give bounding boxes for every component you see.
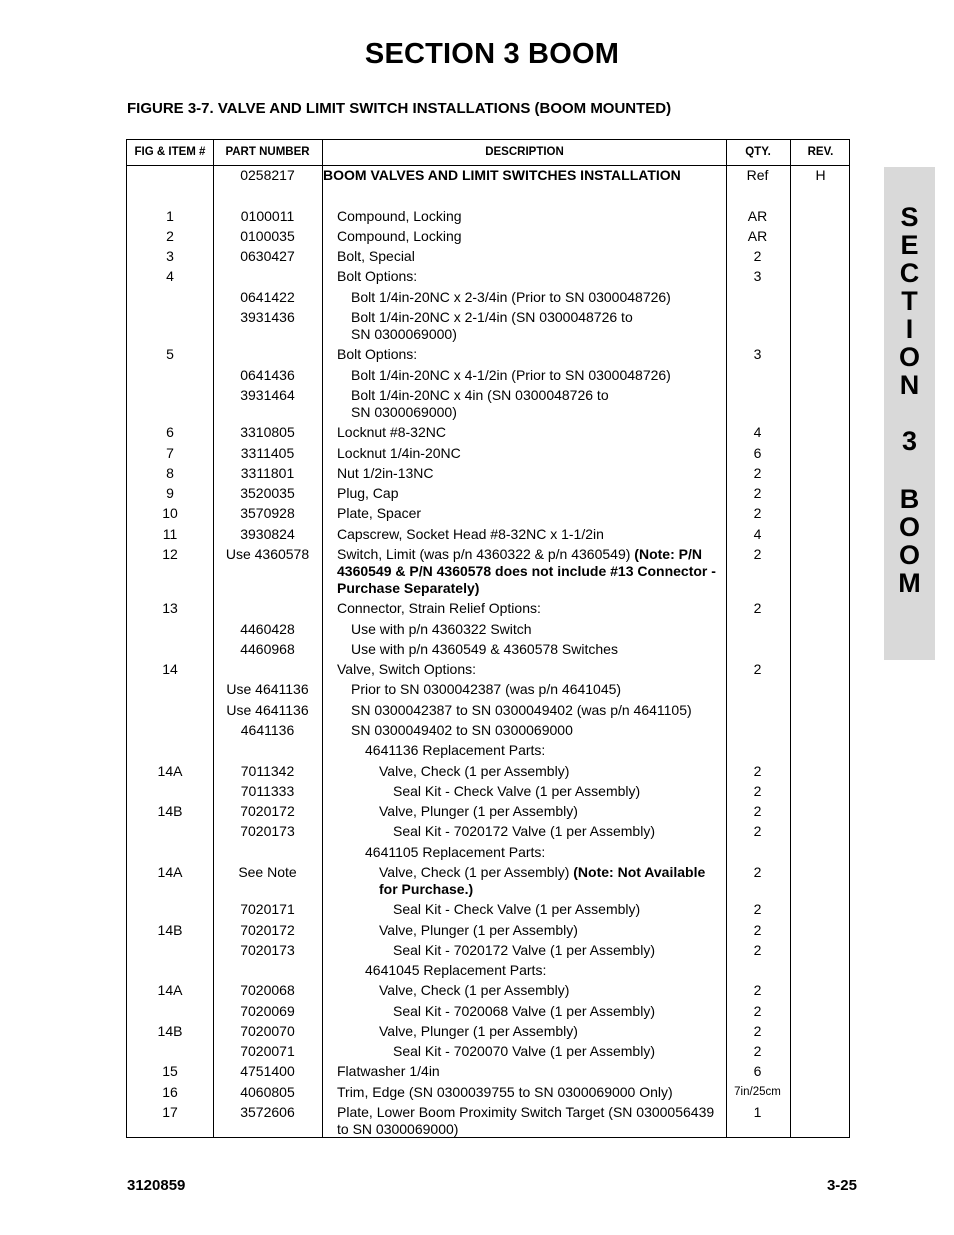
note-text: (Note: P/N — [634, 546, 702, 562]
doc-number: 3120859 — [127, 1177, 186, 1194]
part-number-cell: Use 4360578 — [225, 546, 310, 562]
fig-item-cell: 4 — [166, 268, 174, 284]
part-number-cell: 7020070 — [240, 1023, 295, 1039]
part-number-cell: See Note — [238, 864, 297, 880]
part-number-cell: Use 4641136 — [226, 681, 309, 697]
description-cell — [323, 208, 723, 225]
part-number-cell: 3311405 — [240, 445, 295, 461]
description-line: Use with p/n 4360549 & 4360578 Switches — [351, 641, 618, 657]
description-cell — [323, 465, 723, 482]
description-cell — [323, 901, 723, 918]
column-divider — [790, 140, 791, 1137]
part-number-cell: 0258217 — [240, 167, 295, 183]
fig-item-cell: 6 — [166, 424, 174, 440]
qty-cell: 2 — [753, 864, 762, 880]
description-cell — [323, 1104, 723, 1138]
part-number-cell: 7020069 — [240, 1003, 295, 1019]
description-line: Seal Kit - 7020172 Valve (1 per Assembly) — [393, 823, 655, 839]
description-cell — [323, 621, 723, 638]
fig-item-cell: 8 — [166, 465, 174, 481]
header-divider — [127, 165, 849, 166]
qty-cell: 2 — [753, 763, 762, 779]
qty-cell: AR — [747, 208, 768, 224]
fig-item-cell: 1 — [166, 208, 174, 224]
qty-cell: 2 — [753, 783, 762, 799]
fig-item-cell: 15 — [162, 1063, 178, 1079]
qty-cell: 3 — [753, 346, 762, 362]
page-number: 3-25 — [826, 1177, 857, 1194]
description-line: Bolt, Special — [337, 248, 415, 264]
part-number-cell: 7020171 — [240, 901, 295, 917]
fig-item-cell: 9 — [166, 485, 174, 501]
description-cell — [323, 1043, 723, 1060]
side-tab-letter: M — [898, 568, 921, 598]
description-cell — [323, 289, 723, 306]
description-cell — [323, 742, 723, 759]
qty-cell: 2 — [753, 901, 762, 917]
fig-item-cell: 14 — [162, 661, 178, 677]
description-line: Prior to SN 0300042387 (was p/n 4641045) — [351, 681, 622, 697]
qty-cell: 2 — [753, 661, 762, 677]
description-cell — [323, 268, 723, 285]
description-cell — [323, 387, 723, 421]
qty-cell: 2 — [753, 1023, 762, 1039]
description-line: Purchase Separately) — [337, 580, 480, 596]
description-cell — [323, 546, 723, 597]
description-line: Plug, Cap — [337, 485, 399, 501]
rev-cell: H — [815, 167, 826, 183]
qty-cell: 2 — [753, 823, 762, 839]
description-line: Connector, Strain Relief Options: — [337, 600, 541, 616]
qty-cell: 2 — [753, 546, 762, 562]
part-number-cell: 4060805 — [240, 1084, 295, 1100]
description-cell — [323, 248, 723, 265]
description-line: 4641105 Replacement Parts: — [365, 844, 546, 860]
description-line: Flatwasher 1/4in — [337, 1063, 440, 1079]
part-number-cell: Use 4641136 — [226, 702, 309, 718]
description-line: Compound, Locking — [337, 228, 462, 244]
col-header-rev: REV. — [807, 146, 834, 158]
description-cell — [323, 445, 723, 462]
description-line: Seal Kit - Check Valve (1 per Assembly) — [393, 783, 641, 799]
part-number-cell: 0100035 — [240, 228, 295, 244]
side-tab-letter: 3 — [901, 426, 918, 456]
part-number-cell: 7020173 — [240, 823, 295, 839]
part-number-cell: 4460428 — [240, 621, 295, 637]
description-cell — [323, 505, 723, 522]
description-cell — [323, 228, 723, 245]
part-number-cell: 3931436 — [240, 309, 295, 325]
qty-cell: 2 — [753, 248, 762, 264]
part-number-cell: 0630427 — [240, 248, 295, 264]
description-line: Nut 1/2in-13NC — [337, 465, 434, 481]
description-line: Seal Kit - 7020172 Valve (1 per Assembly) — [393, 942, 655, 958]
qty-cell: AR — [747, 228, 768, 244]
qty-cell: 2 — [753, 600, 762, 616]
fig-item-cell: 7 — [166, 445, 174, 461]
col-header-description: DESCRIPTION — [485, 146, 564, 158]
description-line: Valve, Plunger (1 per Assembly) — [379, 1023, 578, 1039]
description-line: Plate, Lower Boom Proximity Switch Target (SN 0300056439 — [337, 1104, 715, 1120]
qty-cell: 2 — [753, 803, 762, 819]
fig-item-cell: 14B — [157, 922, 183, 938]
description-line: SN 0300069000) — [351, 404, 457, 420]
qty-cell: 2 — [753, 1043, 762, 1059]
description-cell — [323, 722, 723, 739]
description-line: Capscrew, Socket Head #8-32NC x 1-1/2in — [337, 526, 604, 542]
description-cell — [323, 803, 723, 820]
description-cell — [323, 982, 723, 999]
col-header-part-number: PART NUMBER — [225, 146, 310, 158]
qty-cell: 2 — [753, 505, 762, 521]
part-number-cell: 3570928 — [240, 505, 295, 521]
figure-title: FIGURE 3-7. VALVE AND LIMIT SWITCH INSTALLATIONS (BOOM MOUNTED) — [127, 100, 672, 117]
description-cell — [323, 962, 723, 979]
qty-cell: Ref — [746, 167, 769, 183]
part-number-cell: 4460968 — [240, 641, 295, 657]
fig-item-cell: 11 — [162, 526, 178, 542]
section-title: SECTION 3 BOOM — [364, 38, 620, 70]
part-number-cell: 3931464 — [240, 387, 295, 403]
side-tab-letter: O — [898, 342, 920, 372]
description-line: SN 0300069000) — [351, 326, 457, 342]
description-cell — [323, 367, 723, 384]
fig-item-cell: 14B — [157, 1023, 183, 1039]
fig-item-cell: 14A — [157, 982, 183, 998]
qty-cell: 2 — [753, 465, 762, 481]
qty-cell: 4 — [753, 424, 762, 440]
side-tab-letter: I — [905, 314, 914, 344]
part-number-cell: 7020172 — [240, 803, 295, 819]
description-cell — [323, 1063, 723, 1080]
qty-cell: 2 — [753, 942, 762, 958]
description-cell — [323, 1023, 723, 1040]
description-cell — [323, 526, 723, 543]
part-number-cell: 7020172 — [240, 922, 295, 938]
col-header-fig: FIG & ITEM # — [134, 146, 206, 158]
side-tab-letter: E — [900, 230, 919, 260]
fig-item-cell: 3 — [166, 248, 174, 264]
qty-cell: 3 — [753, 268, 762, 284]
part-number-cell: 3572606 — [240, 1104, 295, 1120]
side-tab-letter: N — [899, 370, 920, 400]
part-number-cell: 7011333 — [240, 783, 295, 799]
part-number-cell: 3520035 — [240, 485, 295, 501]
description-line: Valve, Check (1 per Assembly) (Note: Not Available — [379, 864, 706, 880]
description-line: Trim, Edge (SN 0300039755 to SN 0300069000 Only) — [337, 1084, 673, 1100]
description-line: Seal Kit - Check Valve (1 per Assembly) — [393, 901, 641, 917]
note-text: (Note: Not Available — [573, 864, 706, 880]
description-line: Valve, Plunger (1 per Assembly) — [379, 803, 578, 819]
description-line: Locknut 1/4in-20NC — [337, 445, 461, 461]
side-tab-letter: C — [899, 258, 920, 288]
description-cell — [323, 844, 723, 861]
description-line: Bolt 1/4in-20NC x 2-3/4in (Prior to SN 0300048726) — [351, 289, 671, 305]
side-tab-letter: O — [898, 540, 920, 570]
description-line: 4360549 & P/N 4360578 does not include #13 Connector - — [337, 563, 716, 579]
description-line: for Purchase.) — [379, 881, 474, 897]
part-number-cell: 7011342 — [240, 763, 295, 779]
part-number-cell: 7020068 — [240, 982, 295, 998]
fig-item-cell: 12 — [162, 546, 178, 562]
part-number-cell: 7020071 — [240, 1043, 295, 1059]
description-cell — [323, 783, 723, 800]
description-cell — [323, 485, 723, 502]
description-cell — [323, 346, 723, 363]
side-tab-letter: S — [900, 202, 919, 232]
description-cell — [323, 600, 723, 617]
description-line: BOOM VALVES AND LIMIT SWITCHES INSTALLATION — [323, 167, 681, 183]
description-line: 4641136 Replacement Parts: — [365, 742, 546, 758]
part-number-cell: 3930824 — [240, 526, 295, 542]
section-side-tab — [884, 167, 935, 660]
qty-cell: 7in/25cm — [734, 1086, 781, 1098]
qty-cell: 6 — [753, 1063, 762, 1079]
description-cell — [323, 641, 723, 658]
description-cell — [323, 864, 723, 898]
side-tab-letter: O — [898, 512, 920, 542]
description-line: to SN 0300069000) — [337, 1121, 459, 1137]
description-line: Locknut #8-32NC — [337, 424, 446, 440]
parts-table — [126, 139, 850, 1138]
description-line: Bolt 1/4in-20NC x 4-1/2in (Prior to SN 0300048726) — [351, 367, 671, 383]
part-number-cell: 7020173 — [240, 942, 295, 958]
part-number-cell: 0100011 — [240, 208, 295, 224]
description-cell — [323, 823, 723, 840]
description-cell — [323, 681, 723, 698]
description-cell — [323, 942, 723, 959]
description-line: Use with p/n 4360322 Switch — [351, 621, 532, 637]
part-number-cell: 0641436 — [240, 367, 295, 383]
description-line: Valve, Plunger (1 per Assembly) — [379, 922, 578, 938]
part-number-cell: 0641422 — [240, 289, 295, 305]
description-line: 4641045 Replacement Parts: — [365, 962, 547, 978]
description-line: Bolt Options: — [337, 346, 418, 362]
description-line: SN 0300042387 to SN 0300049402 (was p/n 4641105) — [351, 702, 692, 718]
qty-cell: 2 — [753, 1003, 762, 1019]
qty-cell: 6 — [753, 445, 762, 461]
description-cell — [323, 1084, 723, 1101]
qty-cell: 2 — [753, 982, 762, 998]
description-line: Switch, Limit (was p/n 4360322 & p/n 4360549) (Note: P/N — [337, 546, 702, 562]
description-line: Seal Kit - 7020070 Valve (1 per Assembly) — [393, 1043, 655, 1059]
part-number-cell: 4641136 — [240, 722, 295, 738]
description-cell — [323, 424, 723, 441]
side-tab-letter: B — [899, 484, 920, 514]
description-line: Valve, Check (1 per Assembly) — [379, 982, 570, 998]
description-cell — [323, 167, 723, 184]
description-line: Bolt 1/4in-20NC x 4in (SN 0300048726 to — [351, 387, 609, 403]
fig-item-cell: 14A — [157, 763, 183, 779]
part-number-cell: 3311801 — [240, 465, 295, 481]
qty-cell: 2 — [753, 922, 762, 938]
description-cell — [323, 1003, 723, 1020]
fig-item-cell: 5 — [166, 346, 174, 362]
qty-cell: 4 — [753, 526, 762, 542]
description-line: Plate, Spacer — [337, 505, 422, 521]
description-cell — [323, 309, 723, 343]
description-line: Bolt Options: — [337, 268, 418, 284]
fig-item-cell: 13 — [162, 600, 178, 616]
description-line: SN 0300049402 to SN 0300069000 — [351, 722, 573, 738]
side-tab-letter: T — [901, 286, 918, 316]
fig-item-cell: 2 — [166, 228, 174, 244]
qty-cell: 1 — [753, 1104, 762, 1120]
fig-item-cell: 17 — [162, 1104, 178, 1120]
description-line: Compound, Locking — [337, 208, 462, 224]
fig-item-cell: 10 — [162, 505, 178, 521]
description-line: Valve, Check (1 per Assembly) — [379, 763, 570, 779]
description-cell — [323, 763, 723, 780]
description-line: Bolt 1/4in-20NC x 2-1/4in (SN 0300048726 to — [351, 309, 633, 325]
description-cell — [323, 922, 723, 939]
col-header-qty: QTY. — [745, 146, 771, 158]
fig-item-cell: 14A — [157, 864, 183, 880]
fig-item-cell: 14B — [157, 803, 183, 819]
description-line: Seal Kit - 7020068 Valve (1 per Assembly) — [393, 1003, 655, 1019]
description-cell — [323, 661, 723, 678]
description-cell — [323, 702, 723, 719]
part-number-cell: 3310805 — [240, 424, 295, 440]
part-number-cell: 4751400 — [240, 1063, 295, 1079]
description-line: Valve, Switch Options: — [337, 661, 477, 677]
fig-item-cell: 16 — [162, 1084, 178, 1100]
qty-cell: 2 — [753, 485, 762, 501]
